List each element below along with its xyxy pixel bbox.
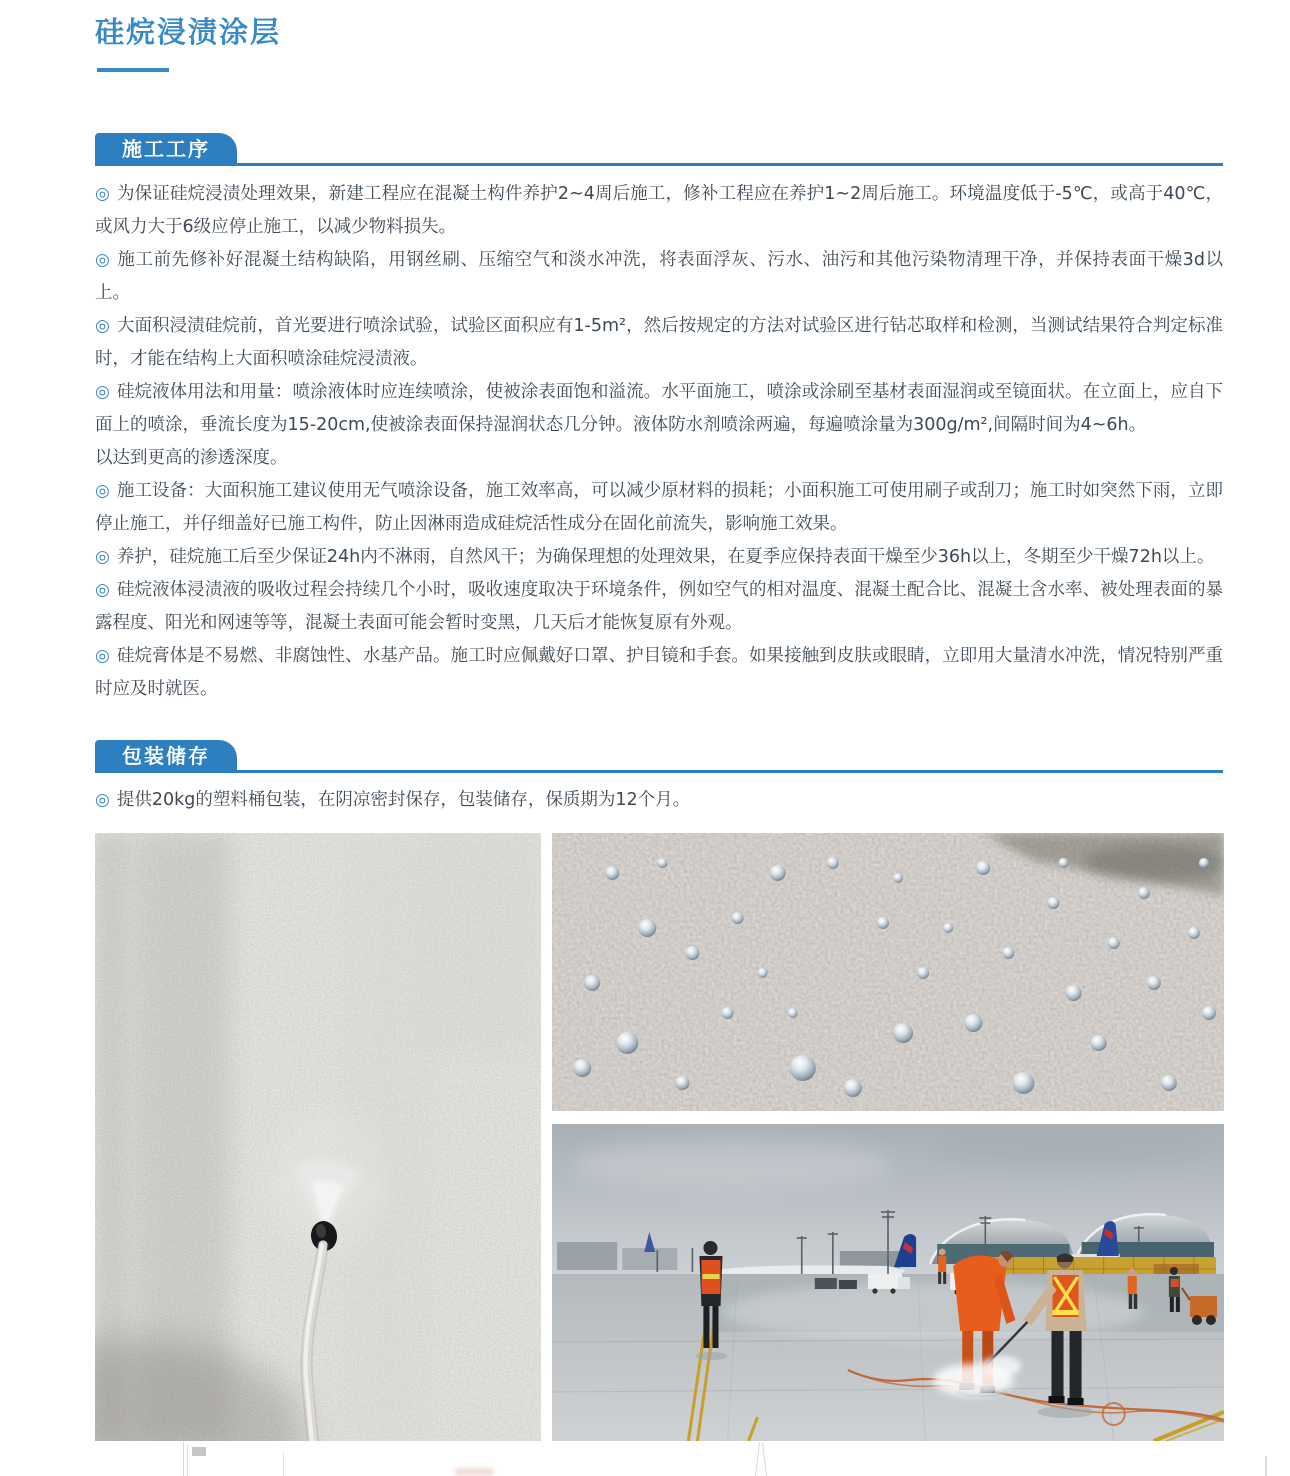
bullet-icon: ◎	[95, 646, 110, 666]
page-title: 硅烷浸渍涂层	[95, 15, 282, 49]
procedure-paragraph	[95, 640, 1223, 706]
procedure-paragraph	[95, 178, 1223, 244]
photo-water-beads-concrete	[552, 833, 1224, 1111]
photo-spray-on-concrete-wall	[95, 833, 541, 1441]
title-underline	[97, 68, 169, 72]
storage-paragraph	[95, 784, 1223, 817]
ghost-mast-line	[755, 1442, 760, 1476]
ghost-line	[1265, 1456, 1267, 1476]
paragraph-text: 以达到更高的渗透深度。	[95, 448, 288, 468]
photo-airport-apron-spraying	[552, 1124, 1224, 1441]
bullet-icon: ◎	[95, 481, 110, 501]
procedure-paragraph	[95, 376, 1223, 442]
paragraph-text: 硅烷液体浸渍液的吸收过程会持续几个小时，吸收速度取决于环境条件，例如空气的相对温度、混凝土配合比、混凝土含水率、被处理表面的暴露程度、阳光和网速等等，混凝土表面可能会暂时变黑，几天后才能恢复原有外观。	[95, 580, 1223, 633]
section-badge-storage: 包装储存	[95, 740, 237, 773]
construction-text	[95, 178, 1223, 706]
section-rule	[95, 163, 1223, 166]
paragraph-text: 养护，硅烷施工后至少保证24h内不淋雨，自然风干；为确保理想的处理效果，在夏季应保持表面干燥至少36h以上，冬期至少干燥72h以上。	[116, 547, 1215, 567]
bullet-icon: ◎	[95, 316, 110, 336]
procedure-paragraph	[95, 475, 1223, 541]
bullet-icon: ◎	[95, 184, 110, 204]
paragraph-text: 提供20kg的塑料桶包装，在阴凉密封保存，包装储存，保质期为12个月。	[116, 790, 691, 810]
bullet-icon: ◎	[95, 382, 110, 402]
ghost-pink-smudge	[455, 1468, 493, 1476]
ghost-line	[183, 1442, 184, 1476]
paragraph-text: 硅烷液体用法和用量：喷涂液体时应连续喷涂，使被涂表面饱和溢流。水平面施工，喷涂或涂刷至基材表面湿润或至镜面状。在立面上，应自下面上的喷涂，垂流长度为15-20cm,使被涂表面保持湿润状态几分钟。液体防水剂喷涂两遍，每遍喷涂量为300g/m²,间隔时间为4~6h。	[95, 382, 1223, 435]
ghost-block	[192, 1447, 206, 1456]
section-rule	[95, 770, 1223, 773]
paragraph-text: 施工前先修补好混凝土结构缺陷，用钢丝刷、压缩空气和淡水冲洗，将表面浮灰、污水、油污和其他污染物清理干净，并保持表面干燥3d以上。	[95, 250, 1223, 303]
paragraph-text: 大面积浸渍硅烷前，首光要进行喷涂试验，试验区面积应有1-5m²，然后按规定的方法对试验区进行钻芯取样和检测，当测试结果符合判定标准时，才能在结构上大面积喷涂硅烷浸渍液。	[95, 316, 1224, 369]
procedure-paragraph	[95, 244, 1223, 310]
paragraph-text: 施工设备：大面积施工建议使用无气喷涂设备，施工效率高，可以减少原材料的损耗；小面积施工可使用刷子或刮刀；施工时如突然下雨，立即停止施工，并仔细盖好已施工构件，防止因淋雨造成硅烷活性成分在固化前流失，影响施工效果。	[95, 481, 1223, 534]
procedure-paragraph	[95, 310, 1223, 376]
bullet-icon: ◎	[95, 250, 111, 270]
paragraph-text: 硅烷膏体是不易燃、非腐蚀性、水基产品。施工时应佩戴好口罩、护目镜和手套。如果接触到皮肤或眼睛，立即用大量清水冲洗，情况特别严重时应及时就医。	[95, 646, 1223, 699]
bullet-icon: ◎	[95, 790, 110, 810]
procedure-paragraph-continuation	[95, 442, 1223, 475]
section-badge-construction: 施工工序	[95, 133, 237, 166]
bullet-icon: ◎	[95, 580, 110, 600]
bullet-icon: ◎	[95, 547, 110, 567]
ghost-mast-line	[762, 1442, 767, 1476]
ghost-line	[187, 1444, 188, 1476]
procedure-paragraph	[95, 541, 1223, 574]
ghost-line	[283, 1452, 284, 1476]
paragraph-text: 为保证硅烷浸渍处理效果，新建工程应在混凝土构件养护2~4周后施工，修补工程应在养护1~2周后施工。环境温度低于-5℃，或高于40℃，或风力大于6级应停止施工，以减少物料损失。	[95, 184, 1223, 237]
storage-text	[95, 784, 1223, 817]
procedure-paragraph	[95, 574, 1223, 640]
